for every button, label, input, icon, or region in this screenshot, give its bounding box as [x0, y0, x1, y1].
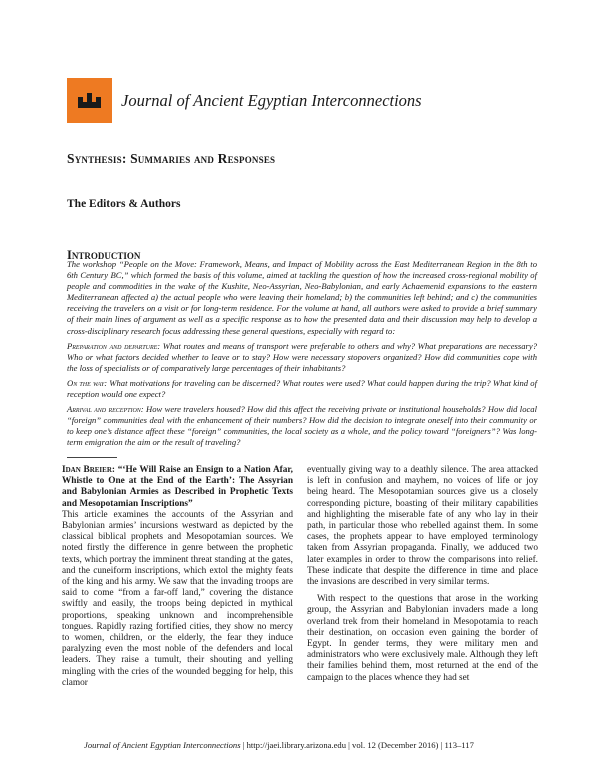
- contribution-title: “‘He Will Raise an Ensign to a Nation Afar, Whistle to One at the End of the Earth’: The Assyrian and Babylonian Armies as Described in Prophetic Texts and Mesopotamian Inscriptions”: [62, 465, 293, 509]
- question-label: Preparation and departure:: [67, 340, 161, 351]
- contribution-author: Idan Breier:: [62, 465, 115, 475]
- article-authors: The Editors & Authors: [67, 198, 181, 210]
- footer-details: | http://jaei.library.arizona.edu | vol. 12 (December 2016) | 113–117: [240, 740, 474, 750]
- introduction-body: [67, 259, 537, 453]
- crown-logo-icon: [67, 78, 112, 123]
- question-text: How were travelers housed? How did this affect the receiving private or institutional households? How did local “foreign” communities deal with the enhancement of their numbers? How did the decision to integrate oneself into their community or to keep one’s distance affect these “foreign” communities, the local society as a whole, and the policy toward “foreigners”? Was long-term emigration the aim or the result of traveling?: [67, 404, 537, 448]
- question-preparation: [67, 341, 537, 374]
- journal-title: Journal of Ancient Egyptian Interconnections: [121, 91, 422, 110]
- question-text: What motivations for traveling can be discerned? What routes were used? What could happen during the trip? What kind of reception would one expect?: [67, 377, 537, 400]
- page-footer: [84, 740, 474, 750]
- question-arrival: [67, 404, 537, 448]
- section-divider: [67, 457, 117, 458]
- contribution-body-right-2: With respect to the questions that arose in the working group, the Assyrian and Babylonian invaders made a long overland trek from their homeland in Mesopotamia to reach their destination, on occasion even gaining the border of Egypt. In gender terms, they were military men and administrators who were exclusively male. Although they left their families behind them, most returned at the end of the campaign to the places whence they had set: [307, 594, 538, 683]
- contribution-heading: [62, 465, 293, 510]
- introduction-heading: Introduction: [67, 248, 141, 262]
- footer-journal: Journal of Ancient Egyptian Interconnections: [84, 740, 241, 750]
- question-text: What routes and means of transport were preferable to others and why? What preparations are necessary? Who or what factors decided whether to leave or to stay? How were necessary stopovers organized? How did communities cope with the loss of specialists or of comparatively large percentages of their inhabitants?: [67, 340, 537, 373]
- contribution-body-right-1: eventually giving way to a deathly silence. The area attacked is left in confusion and mayhem, no voices of life or joy being heard. The Mesopotamian sources give us a closely corresponding picture, boasting of their military capabilities and highlighting the miserable fate of any who lay in their path, in particular those who rebelled against them. In some cases, the prophets appear to have employed terminology taken from Assyrian propaganda. Finally, we adduced two later examples in order to throw the comparisons into relief. These indicate that despite the difference in time and place the invasions are described in very similar terms.: [307, 465, 538, 588]
- introduction-paragraph: The workshop “People on the Move: Framework, Means, and Impact of Mobility across the East Mediterranean Region in the 8th to 6th Century BC,” which formed the basis of this volume, aimed at tackling the question of how the increased cross-regional mobility of people and commodities in the wake of the Kushite, Neo-Assyrian, Neo-Babylonian, and early Achaemenid expansions to the eastern Mediterranean affected a) the actual people who were leaving their homeland; b) the communities left behind; and c) the communities receiving the travelers on a visit or for long-term residence. For the volume at hand, all authors were asked to provide a brief summary of their main lines of argument as well as a specific response as to how the presented data and their discussion may help to develop a cross-disciplinary research focus addressing these general questions, especially with regard to:: [67, 259, 537, 336]
- article-title: Synthesis: Summaries and Responses: [67, 151, 276, 166]
- right-column: [307, 465, 538, 684]
- question-label: On the way:: [67, 377, 108, 388]
- contribution-body-left: This article examines the accounts of the Assyrian and Babylonian armies’ incursions westward as depicted by the classical biblical prophets and Mesopotamian sources. We noted firstly the difference in genre between the prophetic texts, which portray the imminent threat standing at the gates, and the cuneiform inscriptions, which extol the mighty feats of the king and his army. We saw that the invading troops are said to come “from a far-off land,” covering the distance swiftly and easily, the troops being depicted in mythical proportions, speaking unknown and incomprehensible tongues. Rapidly razing fortified cities, they show no mercy to women, children, or the elderly, the fear they induce paralyzing even the most noble of the defenders and local leaders. They raise a tumult, their shouting and yelling mingling with the cries of the wounded begging for help, this clamor: [62, 509, 293, 688]
- question-on-the-way: [67, 378, 537, 400]
- left-column: [62, 465, 293, 689]
- question-label: Arrival and reception:: [67, 404, 144, 415]
